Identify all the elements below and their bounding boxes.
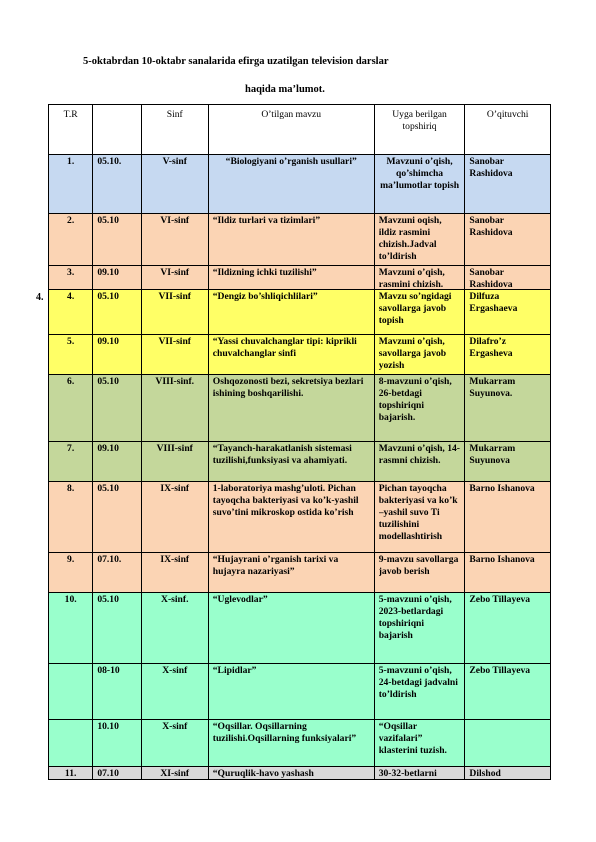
table-row (49, 335, 551, 375)
cell-date (93, 335, 141, 375)
cell-mavzu-text: 1-laboratoriya mashg’uloti. Pichan tayoqcha bakteriyasi va ko’k-yashil suvo’tini mikroskop ostida ko’rish (212, 483, 359, 518)
cell-mavzu (208, 482, 374, 553)
cell-tr (49, 664, 93, 720)
cell-mavzu-text: “Lipidlar” (212, 665, 257, 676)
cell-mavzu-text: “Oqsillar. Oqsillarning tuzilishi.Oqsillarning funksiyalari” (212, 721, 357, 744)
cell-tr-text (53, 665, 88, 718)
cell-sinf-text: VI-sinf (160, 215, 190, 226)
cell-tr-text: 10. (64, 594, 77, 605)
cell-sinf (141, 767, 208, 780)
cell-date (93, 664, 141, 720)
margin-number: 4. (36, 292, 44, 303)
cell-mavzu (208, 214, 374, 266)
cell-oqituvchi (465, 553, 551, 593)
cell-topshiriq (374, 335, 465, 375)
cell-topshiriq-text: Mavzuni o’qish, savollarga javob yozish (378, 336, 447, 371)
cell-mavzu (208, 266, 374, 290)
cell-oqituvchi-text: Dilfuza Ergashaeva (469, 291, 518, 314)
cell-sinf (141, 266, 208, 290)
cell-sinf (141, 482, 208, 553)
cell-sinf-text: X-sinf (162, 665, 188, 676)
cell-date-text: 10.10 (97, 721, 119, 732)
cell-date-text: 05.10 (97, 291, 119, 302)
cell-date (93, 720, 141, 767)
cell-tr-text: 9. (67, 554, 75, 565)
cell-mavzu (208, 155, 374, 214)
cell-tr-text (53, 721, 88, 765)
cell-tr (49, 442, 93, 482)
cell-date (93, 290, 141, 335)
lessons-table (48, 104, 551, 780)
table-row (49, 553, 551, 593)
cell-tr-text: 5. (67, 336, 75, 347)
cell-date (93, 214, 141, 266)
cell-oqituvchi-text: Barno Ishanova (469, 483, 535, 494)
cell-oqituvchi (465, 214, 551, 266)
cell-date-text: 05.10 (97, 215, 119, 226)
cell-topshiriq (374, 767, 465, 780)
cell-oqituvchi-text: Sanobar Rashidova (469, 215, 513, 238)
cell-mavzu-text: Oshqozonosti bezi, sekretsiya bezlari ishining boshqarilishi. (212, 376, 364, 399)
cell-sinf-text: X-sinf (162, 721, 188, 732)
cell-topshiriq-text: Mavzuni o’qish, rasmini chizish. (378, 267, 445, 288)
cell-date-text: 07.10 (97, 768, 119, 778)
cell-tr (49, 482, 93, 553)
cell-mavzu (208, 720, 374, 767)
cell-oqituvchi (465, 375, 551, 442)
cell-date (93, 375, 141, 442)
cell-sinf (141, 664, 208, 720)
cell-oqituvchi-text: Barno Ishanova (469, 554, 535, 565)
cell-mavzu (208, 553, 374, 593)
cell-tr (49, 290, 93, 335)
cell-topshiriq-text: 30-32-betlarni (378, 768, 437, 778)
cell-tr-text: 6. (67, 376, 75, 387)
cell-date-text: 09.10 (97, 267, 119, 278)
cell-topshiriq (374, 290, 465, 335)
cell-mavzu (208, 767, 374, 780)
cell-sinf (141, 214, 208, 266)
cell-date-text: 07.10. (97, 554, 122, 565)
col-header-mavzu: O’tilgan mavzu (208, 105, 374, 155)
cell-oqituvchi (465, 720, 551, 767)
cell-date-text: 05.10 (97, 483, 119, 494)
cell-sinf-text: IX-sinf (160, 483, 190, 494)
cell-date-text: 08-10 (97, 665, 120, 676)
cell-sinf (141, 442, 208, 482)
table-row (49, 375, 551, 442)
document-subtitle: haqida ma’lumot. (245, 84, 325, 95)
cell-topshiriq-text: Mavzu so’ngidagi savollarga javob topish (378, 291, 452, 326)
cell-sinf-text: VII-sinf (158, 291, 192, 302)
cell-tr-text: 2. (67, 215, 75, 226)
cell-mavzu (208, 442, 374, 482)
cell-sinf-text: VII-sinf (158, 336, 192, 347)
cell-topshiriq-text: Mavzuni o’qish, qo’shimcha ma’lumotlar topish (380, 156, 460, 191)
cell-oqituvchi-text: Dilshod (469, 768, 501, 778)
cell-oqituvchi-text: Sanobar Rashidova (469, 267, 513, 288)
cell-topshiriq (374, 482, 465, 553)
col-header-topshiriq: Uyga berilgan topshiriq (374, 105, 465, 155)
cell-date (93, 767, 141, 780)
cell-mavzu (208, 335, 374, 375)
table-row (49, 290, 551, 335)
cell-tr-text: 1. (67, 156, 75, 167)
cell-mavzu (208, 664, 374, 720)
cell-tr-text: 7. (67, 443, 75, 454)
cell-oqituvchi (465, 290, 551, 335)
cell-sinf-text: XI-sinf (160, 768, 190, 778)
table-row (49, 664, 551, 720)
cell-tr (49, 375, 93, 442)
cell-oqituvchi-text: Sanobar Rashidova (469, 156, 513, 179)
cell-topshiriq (374, 593, 465, 664)
table-row (49, 593, 551, 664)
cell-mavzu-text: “Yassi chuvalchanglar tipi: kiprikli chuvalchanglar sinfi (212, 336, 357, 359)
cell-topshiriq-text: Pichan tayoqcha bakteriyasi va ko’k –yashil suvo Ti tuzilishini modellashtirish (378, 483, 458, 542)
cell-mavzu-text: “Dengiz bo’shliqichlilari” (212, 291, 318, 302)
cell-tr (49, 767, 93, 780)
cell-sinf (141, 553, 208, 593)
cell-date (93, 442, 141, 482)
table-row (49, 482, 551, 553)
cell-mavzu (208, 593, 374, 664)
cell-sinf (141, 593, 208, 664)
cell-sinf (141, 720, 208, 767)
cell-date-text: 05.10. (97, 156, 122, 167)
cell-oqituvchi (465, 155, 551, 214)
cell-topshiriq (374, 155, 465, 214)
cell-topshiriq-text: Mavzuni o’qish, 14-rasmni chizish. (378, 443, 460, 466)
cell-tr (49, 266, 93, 290)
cell-mavzu-text: “Ildiz turlari va tizimlari” (212, 215, 321, 226)
cell-oqituvchi (465, 482, 551, 553)
col-header-oqituvchi: O’qituvchi (465, 105, 551, 155)
cell-date-text: 05.10 (97, 376, 119, 387)
cell-topshiriq (374, 664, 465, 720)
cell-sinf (141, 375, 208, 442)
cell-date (93, 482, 141, 553)
col-header-sinf: Sinf (141, 105, 208, 155)
cell-date-text: 09.10 (97, 443, 119, 454)
table-header-row (49, 105, 551, 155)
cell-date-text: 05.10 (97, 594, 119, 605)
cell-sinf-text: X-sinf. (161, 594, 189, 605)
cell-date (93, 593, 141, 664)
cell-topshiriq (374, 214, 465, 266)
cell-topshiriq (374, 720, 465, 767)
cell-topshiriq (374, 442, 465, 482)
cell-oqituvchi-text: Mukarram Suyunova (469, 443, 516, 466)
cell-topshiriq-text: “Oqsillar vazifalari” klasterini tuzish. (378, 721, 447, 756)
cell-oqituvchi (465, 593, 551, 664)
cell-topshiriq-text: Mavzuni oqish, ildiz rasmini chizish.Jadval to’ldirish (378, 215, 442, 262)
cell-topshiriq-text: 8-mavzuni o’qish, 26-betdagi topshiriqni bajarish. (378, 376, 452, 423)
cell-oqituvchi-text: Zebo Tillayeva (469, 594, 531, 605)
table-row (49, 442, 551, 482)
cell-mavzu-text: “Tayanch-harakatlanish sistemasi tuzilishi,funksiyasi va ahamiyati. (212, 443, 352, 466)
cell-date (93, 155, 141, 214)
cell-sinf (141, 335, 208, 375)
cell-mavzu-text: “Ildizning ichki tuzilishi” (212, 267, 317, 278)
cell-topshiriq (374, 375, 465, 442)
cell-oqituvchi-text: Zebo Tillayeva (469, 665, 531, 676)
cell-tr-text: 11. (64, 768, 77, 778)
cell-topshiriq-text: 5-mavzuni o’qish, 24-betdagi jadvalni to’ldirish (378, 665, 458, 700)
table-row (49, 266, 551, 290)
table-row (49, 767, 551, 780)
cell-oqituvchi (465, 664, 551, 720)
cell-oqituvchi (465, 442, 551, 482)
cell-oqituvchi-text (469, 721, 546, 765)
cell-oqituvchi (465, 335, 551, 375)
cell-date (93, 266, 141, 290)
cell-date (93, 553, 141, 593)
cell-mavzu-text: “Hujayrani o’rganish tarixi va hujayra nazariyasi” (212, 554, 339, 577)
cell-oqituvchi (465, 266, 551, 290)
cell-sinf (141, 290, 208, 335)
cell-oqituvchi-text: Mukarram Suyunova. (469, 376, 516, 399)
cell-tr (49, 553, 93, 593)
cell-sinf-text: VIII-sinf. (155, 376, 195, 387)
cell-tr (49, 155, 93, 214)
cell-tr (49, 214, 93, 266)
cell-mavzu-text: “Uglevodlar” (212, 594, 268, 605)
cell-mavzu-text: “Biologiyani o’rganish usullari” (225, 156, 357, 167)
cell-mavzu-text: “Quruqlik-havo yashash (212, 768, 314, 778)
cell-tr (49, 593, 93, 664)
cell-sinf-text: VI-sinf (160, 267, 190, 278)
cell-sinf-text: VIII-sinf (156, 443, 193, 454)
cell-tr (49, 335, 93, 375)
col-header-tr: T.R (49, 105, 93, 155)
cell-tr (49, 720, 93, 767)
cell-topshiriq (374, 266, 465, 290)
cell-sinf-text: V-sinf (162, 156, 187, 167)
cell-date-text: 09.10 (97, 336, 119, 347)
document-title: 5-oktabrdan 10-oktabr sanalarida efirga uzatilgan television darslar (83, 56, 389, 67)
cell-sinf-text: IX-sinf (160, 554, 190, 565)
cell-oqituvchi (465, 767, 551, 780)
cell-topshiriq (374, 553, 465, 593)
cell-sinf (141, 155, 208, 214)
cell-topshiriq-text: 9-mavzu savollarga javob berish (378, 554, 459, 577)
cell-oqituvchi-text: Dilafro’z Ergasheva (469, 336, 513, 359)
table-row (49, 720, 551, 767)
table-row (49, 214, 551, 266)
cell-tr-text: 3. (67, 267, 75, 278)
cell-topshiriq-text: 5-mavzuni o’qish, 2023-betlardagi topshiriqni bajarish (378, 594, 452, 641)
cell-mavzu (208, 375, 374, 442)
cell-tr-text: 8. (67, 483, 75, 494)
col-header-date (93, 105, 141, 155)
cell-mavzu (208, 290, 374, 335)
table-row (49, 155, 551, 214)
cell-tr-text: 4. (67, 291, 75, 302)
